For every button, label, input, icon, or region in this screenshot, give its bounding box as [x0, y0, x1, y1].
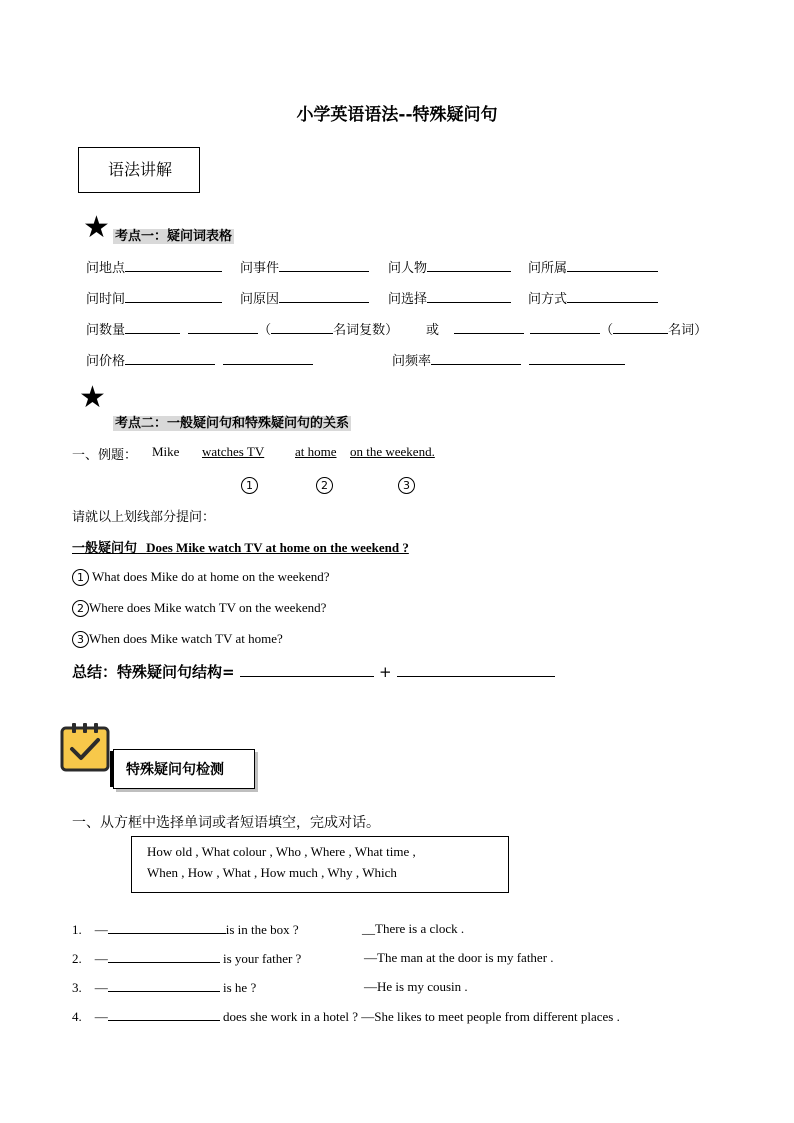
- answer-blank[interactable]: [108, 1008, 220, 1021]
- detect-instruction: 一、从方框中选择单词或者短语填空，完成对话。: [72, 815, 380, 831]
- blank[interactable]: [567, 259, 658, 272]
- qword-cell: [240, 257, 369, 276]
- qword-cell: [388, 288, 511, 307]
- blank[interactable]: [613, 321, 668, 334]
- item-3: [72, 979, 256, 996]
- item-1-reply: __There is a clock .: [362, 921, 465, 936]
- example-part2: at home: [295, 444, 337, 459]
- section-heading-box: 语法讲解: [78, 147, 200, 193]
- general-q-text: Does Mike watch TV at home on the weekend ?: [146, 540, 409, 555]
- answer-text: When does Mike watch TV at home?: [89, 631, 283, 646]
- paren: （: [600, 323, 614, 338]
- item-dash: —: [94, 922, 108, 937]
- star-icon: ★: [83, 210, 110, 245]
- summary-line: [72, 661, 555, 682]
- blank[interactable]: [530, 321, 600, 334]
- label-time: 问时间: [86, 292, 126, 307]
- item-question: is in the box ?: [225, 922, 299, 937]
- blank[interactable]: [223, 352, 313, 365]
- answer-blank[interactable]: [108, 979, 220, 992]
- label-price: 问价格: [86, 354, 126, 369]
- label-reason: 问原因: [240, 292, 280, 307]
- kaodian1-label: [113, 225, 234, 244]
- label-frequency: 问频率: [392, 354, 432, 369]
- qword-row-3: [86, 319, 398, 338]
- qword-cell: [528, 288, 658, 307]
- item-number: 4.: [72, 1009, 82, 1024]
- item-4: [72, 1008, 620, 1025]
- blank[interactable]: [454, 321, 524, 334]
- item-2-reply: —The man at the door is my father .: [364, 950, 554, 965]
- blank[interactable]: [427, 290, 511, 303]
- example-subject: Mike: [152, 444, 180, 459]
- detect-heading-box: 特殊疑问句检测: [113, 749, 255, 789]
- summary-label: 总结：特殊疑问句结构=: [72, 663, 235, 681]
- blank[interactable]: [125, 290, 222, 303]
- item-number: 3.: [72, 980, 82, 995]
- blank[interactable]: [125, 259, 222, 272]
- item-question: does she work in a hotel ? —She likes to meet people from different places .: [223, 1009, 620, 1024]
- answer-blank[interactable]: [108, 921, 226, 934]
- kaodian2-label-text: 考点二：一般疑问句和特殊疑问句的关系: [115, 416, 350, 431]
- item-dash: —: [94, 980, 108, 995]
- label-manner: 问方式: [528, 292, 568, 307]
- general-q-label: 一般疑问句: [72, 541, 138, 556]
- label-person: 问人物: [388, 261, 428, 276]
- label-quantity: 问数量: [86, 323, 126, 338]
- answer-1: 1 What does Mike do at home on the weekend?: [72, 569, 330, 586]
- qword-row-4: [86, 350, 313, 369]
- label-choice: 问选择: [388, 292, 428, 307]
- label-or: 或: [426, 323, 440, 338]
- page-title: 小学英语语法--特殊疑问句: [296, 105, 498, 125]
- general-question-line: [72, 537, 409, 556]
- summary-plus: +: [379, 663, 392, 681]
- answer-2: 2 Where does Mike watch TV on the weekend?: [72, 600, 326, 617]
- label-where: 问地点: [86, 261, 126, 276]
- answer-text: What does Mike do at home on the weekend?: [92, 569, 330, 584]
- blank[interactable]: [188, 321, 258, 334]
- blank[interactable]: [279, 259, 369, 272]
- blank[interactable]: [279, 290, 369, 303]
- label-owner: 问所属: [528, 261, 568, 276]
- qword-cell: [240, 288, 369, 307]
- item-dash: —: [94, 951, 108, 966]
- blank[interactable]: [125, 321, 180, 334]
- blank[interactable]: [240, 662, 374, 677]
- label-plural-noun: 名词复数）: [333, 323, 399, 338]
- item-2: [72, 950, 301, 967]
- marker-3: 3: [398, 474, 415, 494]
- item-dash: —: [94, 1009, 108, 1024]
- qword-cell: [528, 257, 658, 276]
- item-3-reply: —He is my cousin .: [364, 979, 468, 994]
- kaodian2-label: [113, 412, 351, 431]
- item-question: is your father ?: [223, 951, 302, 966]
- instruction: 请就以上划线部分提问：: [72, 510, 216, 525]
- label-noun: 名词）: [668, 323, 708, 338]
- word-box-line-1: How old , What colour , Who , Where , What time ,: [147, 844, 416, 859]
- star-icon: ★: [79, 380, 106, 415]
- answer-text: Where does Mike watch TV on the weekend?: [89, 600, 327, 615]
- example-part1: watches TV: [202, 444, 265, 459]
- blank[interactable]: [567, 290, 658, 303]
- item-question: is he ?: [223, 980, 257, 995]
- label-event: 问事件: [240, 261, 280, 276]
- qword-row-3b: [454, 319, 707, 338]
- example-prefix: 一、例题：: [72, 448, 138, 463]
- kaodian1-label-text: 考点一：疑问词表格: [115, 229, 233, 244]
- qword-row-2: [86, 288, 222, 307]
- blank[interactable]: [427, 259, 511, 272]
- paren: （: [258, 323, 272, 338]
- blank[interactable]: [397, 662, 555, 677]
- marker-2: 2: [316, 474, 333, 494]
- item-number: 2.: [72, 951, 82, 966]
- word-box-line-2: When , How , What , How much , Why , Which: [147, 865, 397, 880]
- qword-row-1: [86, 257, 222, 276]
- qword-cell: [388, 257, 511, 276]
- item-number: 1.: [72, 922, 82, 937]
- marker-1: 1: [241, 474, 258, 494]
- word-box: [131, 836, 509, 893]
- item-1: [72, 921, 299, 938]
- blank[interactable]: [271, 321, 333, 334]
- blank[interactable]: [431, 352, 521, 365]
- blank[interactable]: [529, 352, 625, 365]
- qword-row-4b: [392, 350, 625, 369]
- blank[interactable]: [125, 352, 215, 365]
- answer-blank[interactable]: [108, 950, 220, 963]
- calendar-check-icon: [60, 722, 110, 772]
- example-part3: on the weekend.: [350, 444, 435, 459]
- answer-3: 3 When does Mike watch TV at home?: [72, 631, 283, 648]
